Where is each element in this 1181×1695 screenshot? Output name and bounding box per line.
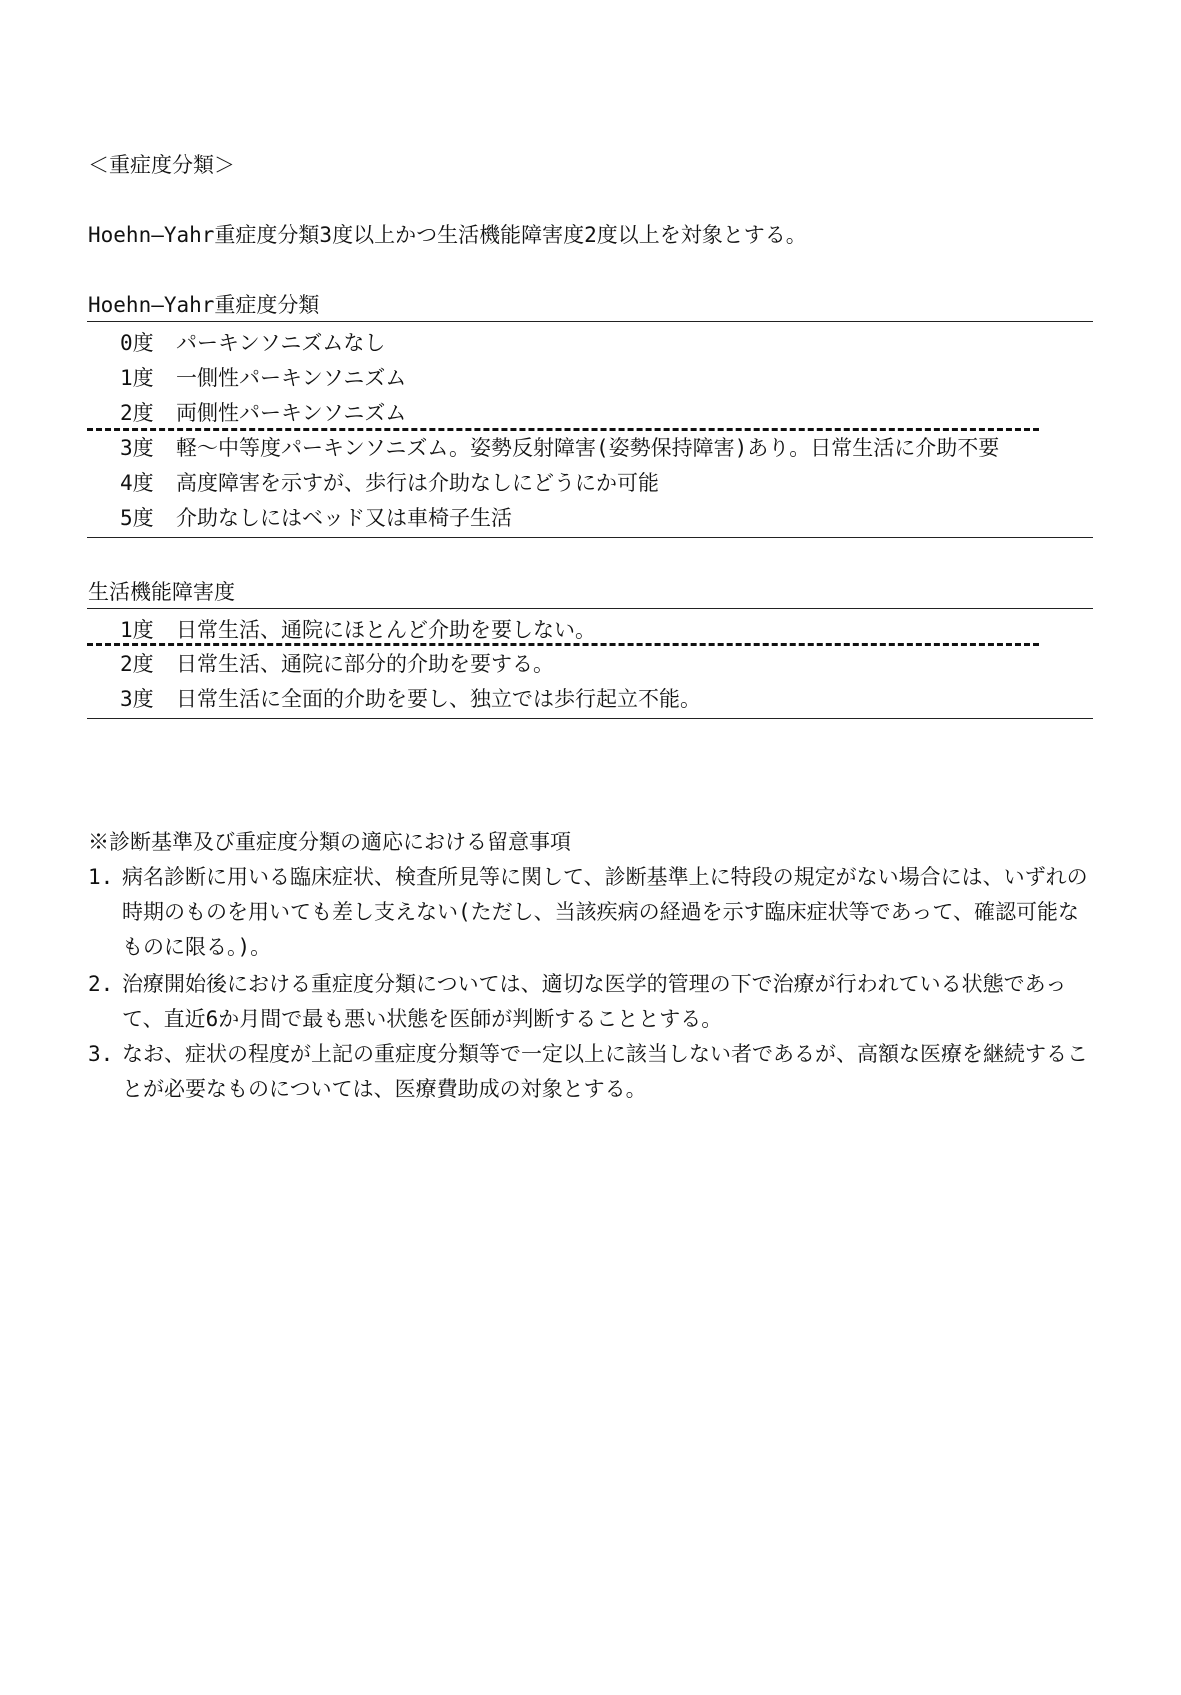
grade-description: 日常生活、通院に部分的介助を要する。 [176, 652, 554, 676]
grade-description: 介助なしにはベッド又は車椅子生活 [176, 506, 512, 530]
note-text: 治療開始後における重症度分類については、適切な医学的管理の下で治療が行われている状態であって、直近6か月間で最も悪い状態を医師が判断することとする。 [122, 972, 1067, 1031]
target-criteria: Hoehn―Yahr重症度分類3度以上かつ生活機能障害度2度以上を対象とする。 [88, 223, 807, 247]
life-function-threshold-divider [87, 643, 1039, 646]
note-text: 病名診断に用いる臨床症状、検査所見等に関して、診断基準上に特段の規定がない場合には、いずれの時期のものを用いても差し支えない(ただし、当該疾病の経過を示す臨床症状等であって、確認可能なものに限る。)。 [122, 865, 1088, 959]
life-function-title: 生活機能障害度 [88, 580, 235, 604]
hoehn-yahr-top-rule [87, 321, 1093, 322]
note-number: 2. [88, 972, 114, 996]
grade-description: 日常生活に全面的介助を要し、独立では歩行起立不能。 [176, 687, 701, 711]
grade-label: 1度 [120, 618, 154, 642]
hoehn-yahr-row [120, 433, 999, 463]
life-function-top-rule [87, 608, 1093, 609]
grade-label: 1度 [120, 366, 154, 390]
grade-description: 一側性パーキンソニズム [176, 366, 407, 390]
life-function-row [120, 684, 701, 714]
life-function-row [120, 615, 596, 645]
hoehn-yahr-row [120, 363, 406, 393]
note-number: 3. [88, 1042, 114, 1066]
note-text: なお、症状の程度が上記の重症度分類等で一定以上に該当しない者であるが、高額な医療を継続することが必要なものについては、医療費助成の対象とする。 [122, 1042, 1088, 1101]
grade-label: 0度 [120, 331, 154, 355]
grade-description: 日常生活、通院にほとんど介助を要しない。 [176, 618, 596, 642]
grade-description: 軽～中等度パーキンソニズム。姿勢反射障害(姿勢保持障害)あり。日常生活に介助不要 [176, 436, 1000, 460]
note-item [88, 1037, 1093, 1107]
section-heading: ＜重症度分類＞ [88, 153, 235, 177]
notes-title: ※診断基準及び重症度分類の適応における留意事項 [88, 830, 571, 854]
life-function-row [120, 649, 554, 679]
hoehn-yahr-bottom-rule [87, 537, 1093, 538]
hoehn-yahr-row [120, 398, 406, 428]
note-item [88, 860, 1093, 965]
grade-description: 両側性パーキンソニズム [176, 401, 407, 425]
note-number: 1. [88, 865, 114, 889]
grade-label: 4度 [120, 471, 154, 495]
hoehn-yahr-row [120, 468, 659, 498]
life-function-bottom-rule [87, 718, 1093, 719]
note-item [88, 967, 1093, 1037]
grade-label: 3度 [120, 687, 154, 711]
hoehn-yahr-title: Hoehn―Yahr重症度分類 [88, 293, 320, 317]
hoehn-yahr-row [120, 328, 385, 358]
grade-label: 3度 [120, 436, 154, 460]
hoehn-yahr-row [120, 503, 512, 533]
grade-label: 2度 [120, 401, 154, 425]
grade-label: 2度 [120, 652, 154, 676]
grade-description: 高度障害を示すが、歩行は介助なしにどうにか可能 [176, 471, 659, 495]
grade-description: パーキンソニズムなし [176, 331, 386, 355]
grade-label: 5度 [120, 506, 154, 530]
hoehn-yahr-threshold-divider [87, 428, 1039, 431]
